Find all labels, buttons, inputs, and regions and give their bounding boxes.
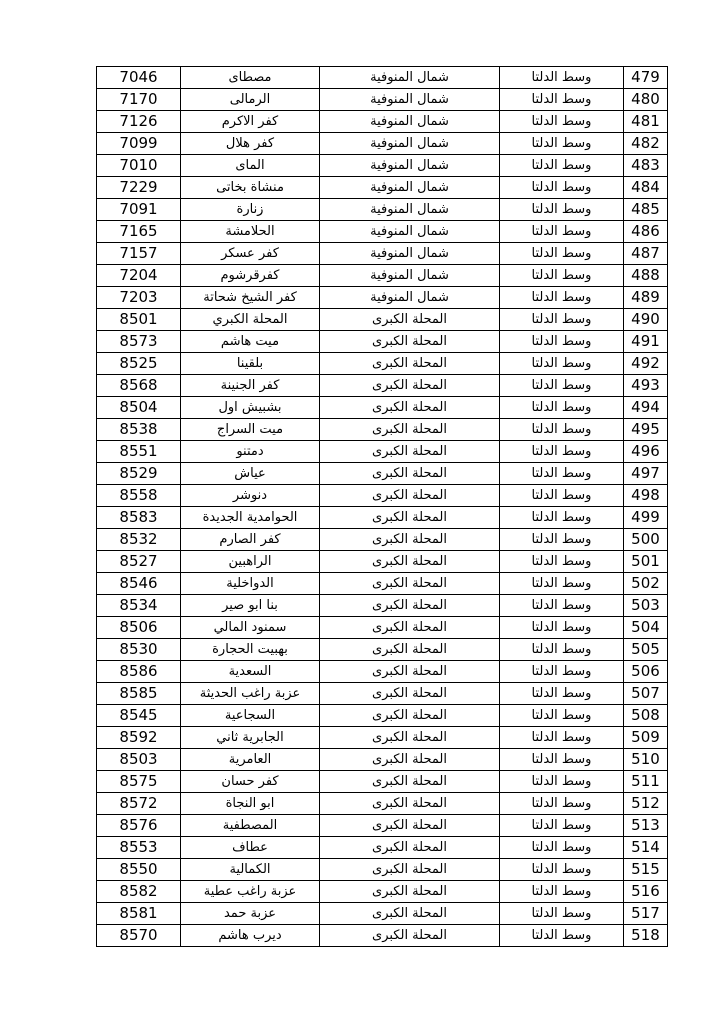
table-row [97, 485, 668, 507]
village-cell: عزبة حمد [181, 903, 320, 925]
row-number-cell: 490 [624, 309, 668, 331]
row-number-cell: 484 [624, 177, 668, 199]
row-number-cell: 488 [624, 265, 668, 287]
village-cell: السعدية [181, 661, 320, 683]
village-cell: دنوشر [181, 485, 320, 507]
row-number-cell: 505 [624, 639, 668, 661]
row-number-cell: 498 [624, 485, 668, 507]
row-number-cell: 483 [624, 155, 668, 177]
village-cell: عزبة راغب الحديثة [181, 683, 320, 705]
village-cell: عطاف [181, 837, 320, 859]
row-number-cell: 509 [624, 727, 668, 749]
region-cell: وسط الدلتا [500, 705, 624, 727]
row-number-cell: 508 [624, 705, 668, 727]
center-cell: شمال المنوفية [320, 265, 500, 287]
region-cell: وسط الدلتا [500, 397, 624, 419]
center-cell: المحلة الكبرى [320, 441, 500, 463]
code-cell: 8550 [97, 859, 181, 881]
region-cell: وسط الدلتا [500, 573, 624, 595]
village-cell: دمتنو [181, 441, 320, 463]
center-cell: المحلة الكبرى [320, 331, 500, 353]
region-cell: وسط الدلتا [500, 683, 624, 705]
village-cell: الماى [181, 155, 320, 177]
village-cell: ميت هاشم [181, 331, 320, 353]
village-cell: بنا ابو صير [181, 595, 320, 617]
table-row [97, 639, 668, 661]
village-cell: سمنود المالي [181, 617, 320, 639]
region-cell: وسط الدلتا [500, 749, 624, 771]
code-cell: 8530 [97, 639, 181, 661]
table-row [97, 551, 668, 573]
table-row [97, 925, 668, 947]
center-cell: شمال المنوفية [320, 287, 500, 309]
region-cell: وسط الدلتا [500, 727, 624, 749]
village-cell: بهبيت الحجارة [181, 639, 320, 661]
code-cell: 8501 [97, 309, 181, 331]
table-row [97, 177, 668, 199]
table-row [97, 815, 668, 837]
row-number-cell: 503 [624, 595, 668, 617]
row-number-cell: 482 [624, 133, 668, 155]
row-number-cell: 480 [624, 89, 668, 111]
region-cell: وسط الدلتا [500, 837, 624, 859]
village-cell: ديرب هاشم [181, 925, 320, 947]
table-row [97, 155, 668, 177]
code-cell: 8538 [97, 419, 181, 441]
center-cell: المحلة الكبرى [320, 639, 500, 661]
region-cell: وسط الدلتا [500, 485, 624, 507]
code-cell: 7170 [97, 89, 181, 111]
village-cell: المصطفية [181, 815, 320, 837]
center-cell: شمال المنوفية [320, 243, 500, 265]
row-number-cell: 491 [624, 331, 668, 353]
village-cell: ابو النجاة [181, 793, 320, 815]
table-row [97, 309, 668, 331]
village-cell: كفر حسان [181, 771, 320, 793]
center-cell: شمال المنوفية [320, 133, 500, 155]
region-cell: وسط الدلتا [500, 111, 624, 133]
center-cell: شمال المنوفية [320, 67, 500, 89]
table-row [97, 287, 668, 309]
row-number-cell: 511 [624, 771, 668, 793]
row-number-cell: 516 [624, 881, 668, 903]
village-cell: عياش [181, 463, 320, 485]
village-cell: الحوامدية الجديدة [181, 507, 320, 529]
center-cell: المحلة الكبرى [320, 859, 500, 881]
region-cell: وسط الدلتا [500, 309, 624, 331]
region-cell: وسط الدلتا [500, 617, 624, 639]
table-body [97, 67, 668, 947]
table-row [97, 397, 668, 419]
center-cell: المحلة الكبرى [320, 353, 500, 375]
row-number-cell: 506 [624, 661, 668, 683]
table-row [97, 419, 668, 441]
code-cell: 8529 [97, 463, 181, 485]
table-row [97, 89, 668, 111]
village-cell: مصطاى [181, 67, 320, 89]
row-number-cell: 512 [624, 793, 668, 815]
table-row [97, 375, 668, 397]
region-cell: وسط الدلتا [500, 793, 624, 815]
code-cell: 8503 [97, 749, 181, 771]
center-cell: المحلة الكبرى [320, 419, 500, 441]
row-number-cell: 504 [624, 617, 668, 639]
region-cell: وسط الدلتا [500, 177, 624, 199]
region-cell: وسط الدلتا [500, 463, 624, 485]
region-cell: وسط الدلتا [500, 67, 624, 89]
code-cell: 8585 [97, 683, 181, 705]
table-row [97, 441, 668, 463]
region-cell: وسط الدلتا [500, 353, 624, 375]
village-cell: الراهبين [181, 551, 320, 573]
table-row [97, 727, 668, 749]
row-number-cell: 487 [624, 243, 668, 265]
village-cell: الحلامشة [181, 221, 320, 243]
region-cell: وسط الدلتا [500, 243, 624, 265]
center-cell: المحلة الكبرى [320, 925, 500, 947]
table-row [97, 265, 668, 287]
center-cell: المحلة الكبرى [320, 727, 500, 749]
code-cell: 8570 [97, 925, 181, 947]
table-row [97, 595, 668, 617]
code-cell: 8576 [97, 815, 181, 837]
region-cell: وسط الدلتا [500, 419, 624, 441]
code-cell: 8573 [97, 331, 181, 353]
code-cell: 8558 [97, 485, 181, 507]
region-cell: وسط الدلتا [500, 507, 624, 529]
village-cell: بشبيش اول [181, 397, 320, 419]
table-row [97, 507, 668, 529]
region-cell: وسط الدلتا [500, 859, 624, 881]
center-cell: المحلة الكبرى [320, 771, 500, 793]
table-row [97, 837, 668, 859]
village-cell: كفر الاكرم [181, 111, 320, 133]
code-cell: 7165 [97, 221, 181, 243]
center-cell: المحلة الكبرى [320, 595, 500, 617]
village-cell: الجابرية ثاني [181, 727, 320, 749]
code-cell: 8506 [97, 617, 181, 639]
region-cell: وسط الدلتا [500, 639, 624, 661]
center-cell: المحلة الكبرى [320, 375, 500, 397]
region-cell: وسط الدلتا [500, 287, 624, 309]
code-cell: 8583 [97, 507, 181, 529]
center-cell: المحلة الكبرى [320, 309, 500, 331]
table-row [97, 199, 668, 221]
code-cell: 7126 [97, 111, 181, 133]
code-cell: 8532 [97, 529, 181, 551]
center-cell: شمال المنوفية [320, 89, 500, 111]
row-number-cell: 485 [624, 199, 668, 221]
region-cell: وسط الدلتا [500, 551, 624, 573]
row-number-cell: 495 [624, 419, 668, 441]
center-cell: شمال المنوفية [320, 177, 500, 199]
table-row [97, 749, 668, 771]
region-cell: وسط الدلتا [500, 375, 624, 397]
row-number-cell: 501 [624, 551, 668, 573]
villages-table [96, 66, 668, 947]
village-cell: كفر عسكر [181, 243, 320, 265]
code-cell: 8534 [97, 595, 181, 617]
region-cell: وسط الدلتا [500, 199, 624, 221]
center-cell: المحلة الكبرى [320, 507, 500, 529]
row-number-cell: 499 [624, 507, 668, 529]
village-cell: السجاعية [181, 705, 320, 727]
village-cell: كفر هلال [181, 133, 320, 155]
code-cell: 7099 [97, 133, 181, 155]
code-cell: 8572 [97, 793, 181, 815]
region-cell: وسط الدلتا [500, 661, 624, 683]
row-number-cell: 510 [624, 749, 668, 771]
code-cell: 8527 [97, 551, 181, 573]
center-cell: المحلة الكبرى [320, 463, 500, 485]
region-cell: وسط الدلتا [500, 903, 624, 925]
table-row [97, 331, 668, 353]
village-cell: الكمالية [181, 859, 320, 881]
village-cell: منشاة بخاتى [181, 177, 320, 199]
code-cell: 7229 [97, 177, 181, 199]
center-cell: المحلة الكبرى [320, 705, 500, 727]
row-number-cell: 492 [624, 353, 668, 375]
region-cell: وسط الدلتا [500, 925, 624, 947]
code-cell: 7157 [97, 243, 181, 265]
center-cell: المحلة الكبرى [320, 485, 500, 507]
code-cell: 8525 [97, 353, 181, 375]
center-cell: المحلة الكبرى [320, 661, 500, 683]
village-cell: زنارة [181, 199, 320, 221]
table-row [97, 705, 668, 727]
row-number-cell: 507 [624, 683, 668, 705]
center-cell: المحلة الكبرى [320, 573, 500, 595]
row-number-cell: 493 [624, 375, 668, 397]
center-cell: المحلة الكبرى [320, 529, 500, 551]
code-cell: 8551 [97, 441, 181, 463]
region-cell: وسط الدلتا [500, 771, 624, 793]
table-row [97, 133, 668, 155]
table-row [97, 573, 668, 595]
region-cell: وسط الدلتا [500, 529, 624, 551]
code-cell: 8545 [97, 705, 181, 727]
region-cell: وسط الدلتا [500, 155, 624, 177]
row-number-cell: 489 [624, 287, 668, 309]
center-cell: شمال المنوفية [320, 111, 500, 133]
code-cell: 8581 [97, 903, 181, 925]
row-number-cell: 518 [624, 925, 668, 947]
village-cell: العامرية [181, 749, 320, 771]
region-cell: وسط الدلتا [500, 815, 624, 837]
center-cell: المحلة الكبرى [320, 837, 500, 859]
region-cell: وسط الدلتا [500, 133, 624, 155]
region-cell: وسط الدلتا [500, 89, 624, 111]
center-cell: المحلة الكبرى [320, 397, 500, 419]
table-row [97, 859, 668, 881]
row-number-cell: 494 [624, 397, 668, 419]
code-cell: 8586 [97, 661, 181, 683]
region-cell: وسط الدلتا [500, 595, 624, 617]
village-cell: كفر الشيخ شحاتة [181, 287, 320, 309]
village-cell: الدواخلية [181, 573, 320, 595]
table-row [97, 529, 668, 551]
code-cell: 7091 [97, 199, 181, 221]
code-cell: 8553 [97, 837, 181, 859]
center-cell: المحلة الكبرى [320, 683, 500, 705]
code-cell: 7203 [97, 287, 181, 309]
center-cell: شمال المنوفية [320, 155, 500, 177]
code-cell: 8592 [97, 727, 181, 749]
village-cell: كفر الجنينة [181, 375, 320, 397]
village-cell: ميت السراج [181, 419, 320, 441]
table-row [97, 463, 668, 485]
region-cell: وسط الدلتا [500, 331, 624, 353]
row-number-cell: 486 [624, 221, 668, 243]
table-row [97, 903, 668, 925]
region-cell: وسط الدلتا [500, 881, 624, 903]
village-cell: كفر الصارم [181, 529, 320, 551]
code-cell: 7204 [97, 265, 181, 287]
village-cell: كفرقرشوم [181, 265, 320, 287]
table-row [97, 771, 668, 793]
table-row [97, 661, 668, 683]
code-cell: 8575 [97, 771, 181, 793]
table-row [97, 67, 668, 89]
row-number-cell: 514 [624, 837, 668, 859]
table-row [97, 221, 668, 243]
village-cell: الرمالى [181, 89, 320, 111]
code-cell: 7010 [97, 155, 181, 177]
row-number-cell: 502 [624, 573, 668, 595]
row-number-cell: 515 [624, 859, 668, 881]
table-row [97, 683, 668, 705]
row-number-cell: 481 [624, 111, 668, 133]
row-number-cell: 517 [624, 903, 668, 925]
code-cell: 8582 [97, 881, 181, 903]
row-number-cell: 497 [624, 463, 668, 485]
center-cell: المحلة الكبرى [320, 551, 500, 573]
row-number-cell: 479 [624, 67, 668, 89]
code-cell: 8546 [97, 573, 181, 595]
table-row [97, 243, 668, 265]
center-cell: المحلة الكبرى [320, 793, 500, 815]
center-cell: المحلة الكبرى [320, 617, 500, 639]
table-row [97, 617, 668, 639]
center-cell: المحلة الكبرى [320, 749, 500, 771]
code-cell: 8568 [97, 375, 181, 397]
center-cell: المحلة الكبرى [320, 881, 500, 903]
center-cell: شمال المنوفية [320, 199, 500, 221]
code-cell: 8504 [97, 397, 181, 419]
row-number-cell: 513 [624, 815, 668, 837]
village-cell: المحلة الكبري [181, 309, 320, 331]
row-number-cell: 496 [624, 441, 668, 463]
region-cell: وسط الدلتا [500, 221, 624, 243]
center-cell: المحلة الكبرى [320, 815, 500, 837]
center-cell: المحلة الكبرى [320, 903, 500, 925]
table-row [97, 793, 668, 815]
village-cell: بلقينا [181, 353, 320, 375]
village-cell: عزبة راغب عطية [181, 881, 320, 903]
region-cell: وسط الدلتا [500, 265, 624, 287]
region-cell: وسط الدلتا [500, 441, 624, 463]
code-cell: 7046 [97, 67, 181, 89]
table-row [97, 111, 668, 133]
table-row [97, 353, 668, 375]
table-row [97, 881, 668, 903]
center-cell: شمال المنوفية [320, 221, 500, 243]
row-number-cell: 500 [624, 529, 668, 551]
